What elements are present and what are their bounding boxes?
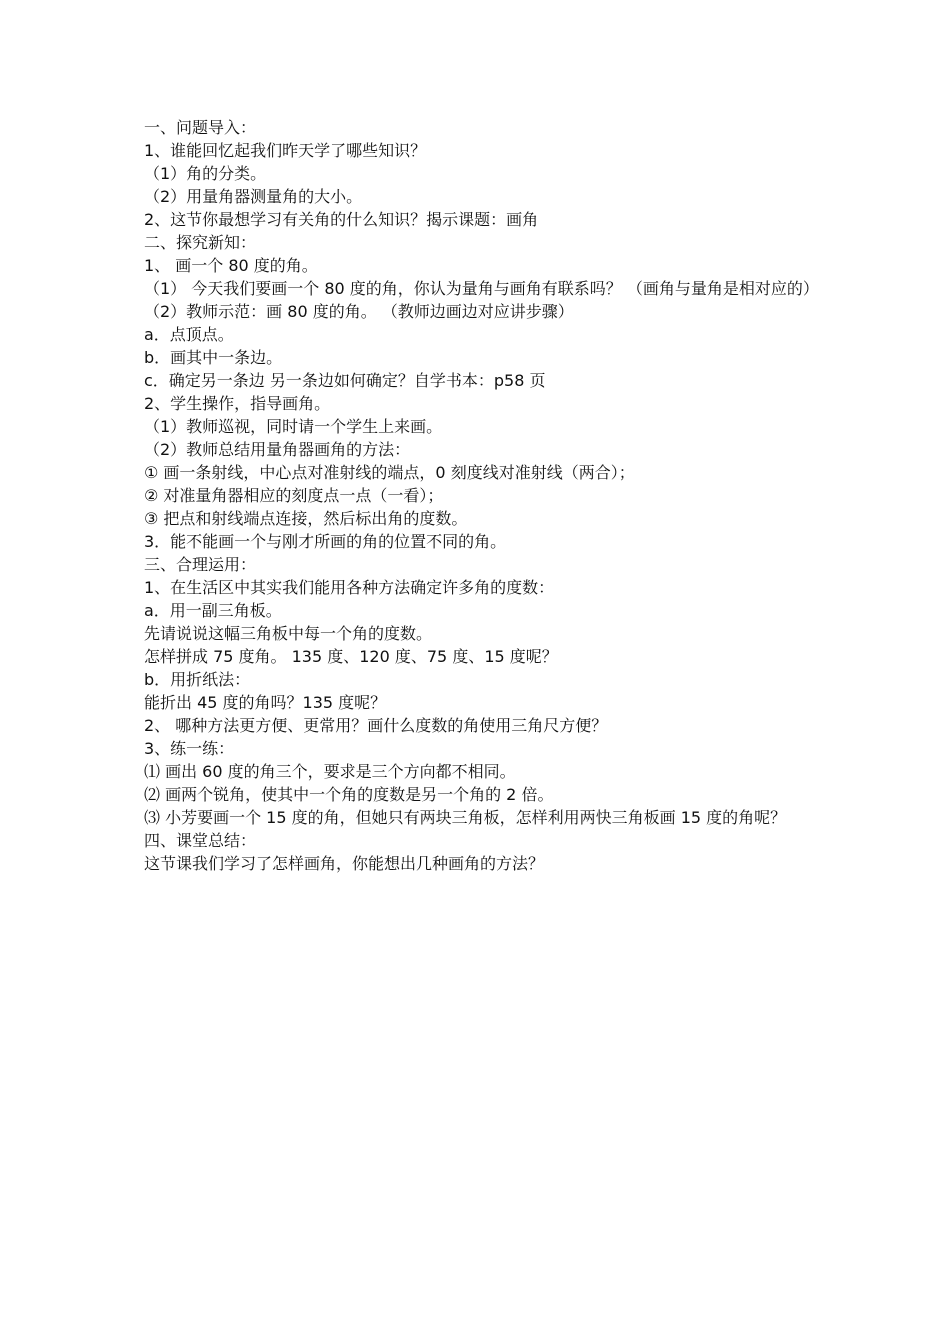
text-line: 2、学生操作，指导画角。 <box>144 394 331 413</box>
text-line: 怎样拼成 75 度角。 135 度、120 度、75 度、15 度呢？ <box>144 647 558 666</box>
text-line: （2）教师总结用量角器画角的方法： <box>144 440 411 459</box>
text-line: （1）角的分类。 <box>144 164 267 183</box>
text-line: （1） 今天我们要画一个 80 度的角，你认为量角与画角有联系吗？ （画角与量角是相对应的） <box>144 279 819 298</box>
text-line: ① 画一条射线，中心点对准射线的端点，0 刻度线对准射线（两合）； <box>144 463 635 482</box>
text-line: （2）教师示范：画 80 度的角。 （教师边画边对应讲步骤） <box>144 302 574 321</box>
text-line: a．用一副三角板。 <box>144 601 282 620</box>
text-line: 2、 哪种方法更方便、更常用？画什么度数的角使用三角尺方便？ <box>144 716 608 735</box>
section-heading-application: 三、合理运用： <box>144 555 257 574</box>
text-line: ⑴ 画出 60 度的角三个，要求是三个方向都不相同。 <box>144 762 516 781</box>
text-line: （2）用量角器测量角的大小。 <box>144 187 363 206</box>
text-line: 先请说说这幅三角板中每一个角的度数。 <box>144 624 433 643</box>
section-heading-explore: 二、探究新知： <box>144 233 257 252</box>
text-line: b．画其中一条边。 <box>144 348 283 367</box>
text-line: 3、练一练： <box>144 739 235 758</box>
text-line: 1、谁能回忆起我们昨天学了哪些知识？ <box>144 141 427 160</box>
text-line: （1）教师巡视，同时请一个学生上来画。 <box>144 417 443 436</box>
section-heading-summary: 四、课堂总结： <box>144 831 257 850</box>
text-line: ③ 把点和射线端点连接，然后标出角的度数。 <box>144 509 468 528</box>
text-line: 这节课我们学习了怎样画角，你能想出几种画角的方法？ <box>144 854 545 873</box>
text-line: 1、 画一个 80 度的角。 <box>144 256 318 275</box>
text-line: ⑵ 画两个锐角，使其中一个角的度数是另一个角的 2 倍。 <box>144 785 554 804</box>
text-line: ② 对准量角器相应的刻度点一点（一看）； <box>144 486 444 505</box>
document-body <box>144 116 819 875</box>
text-line: 能折出 45 度的角吗？135 度呢？ <box>144 693 387 712</box>
text-line: a．点顶点。 <box>144 325 234 344</box>
text-line: 1、在生活区中其实我们能用各种方法确定许多角的度数： <box>144 578 555 597</box>
text-line: b．用折纸法： <box>144 670 251 689</box>
text-line: ⑶ 小芳要画一个 15 度的角，但她只有两块三角板，怎样利用两快三角板画 15 度的角呢？ <box>144 808 787 827</box>
text-line: 3．能不能画一个与刚才所画的角的位置不同的角。 <box>144 532 507 551</box>
text-line: 2、这节你最想学习有关角的什么知识？揭示课题：画角 <box>144 210 539 229</box>
text-line: c．确定另一条边 另一条边如何确定？自学书本：p58 页 <box>144 371 546 390</box>
section-heading-introduction: 一、问题导入： <box>144 118 257 137</box>
